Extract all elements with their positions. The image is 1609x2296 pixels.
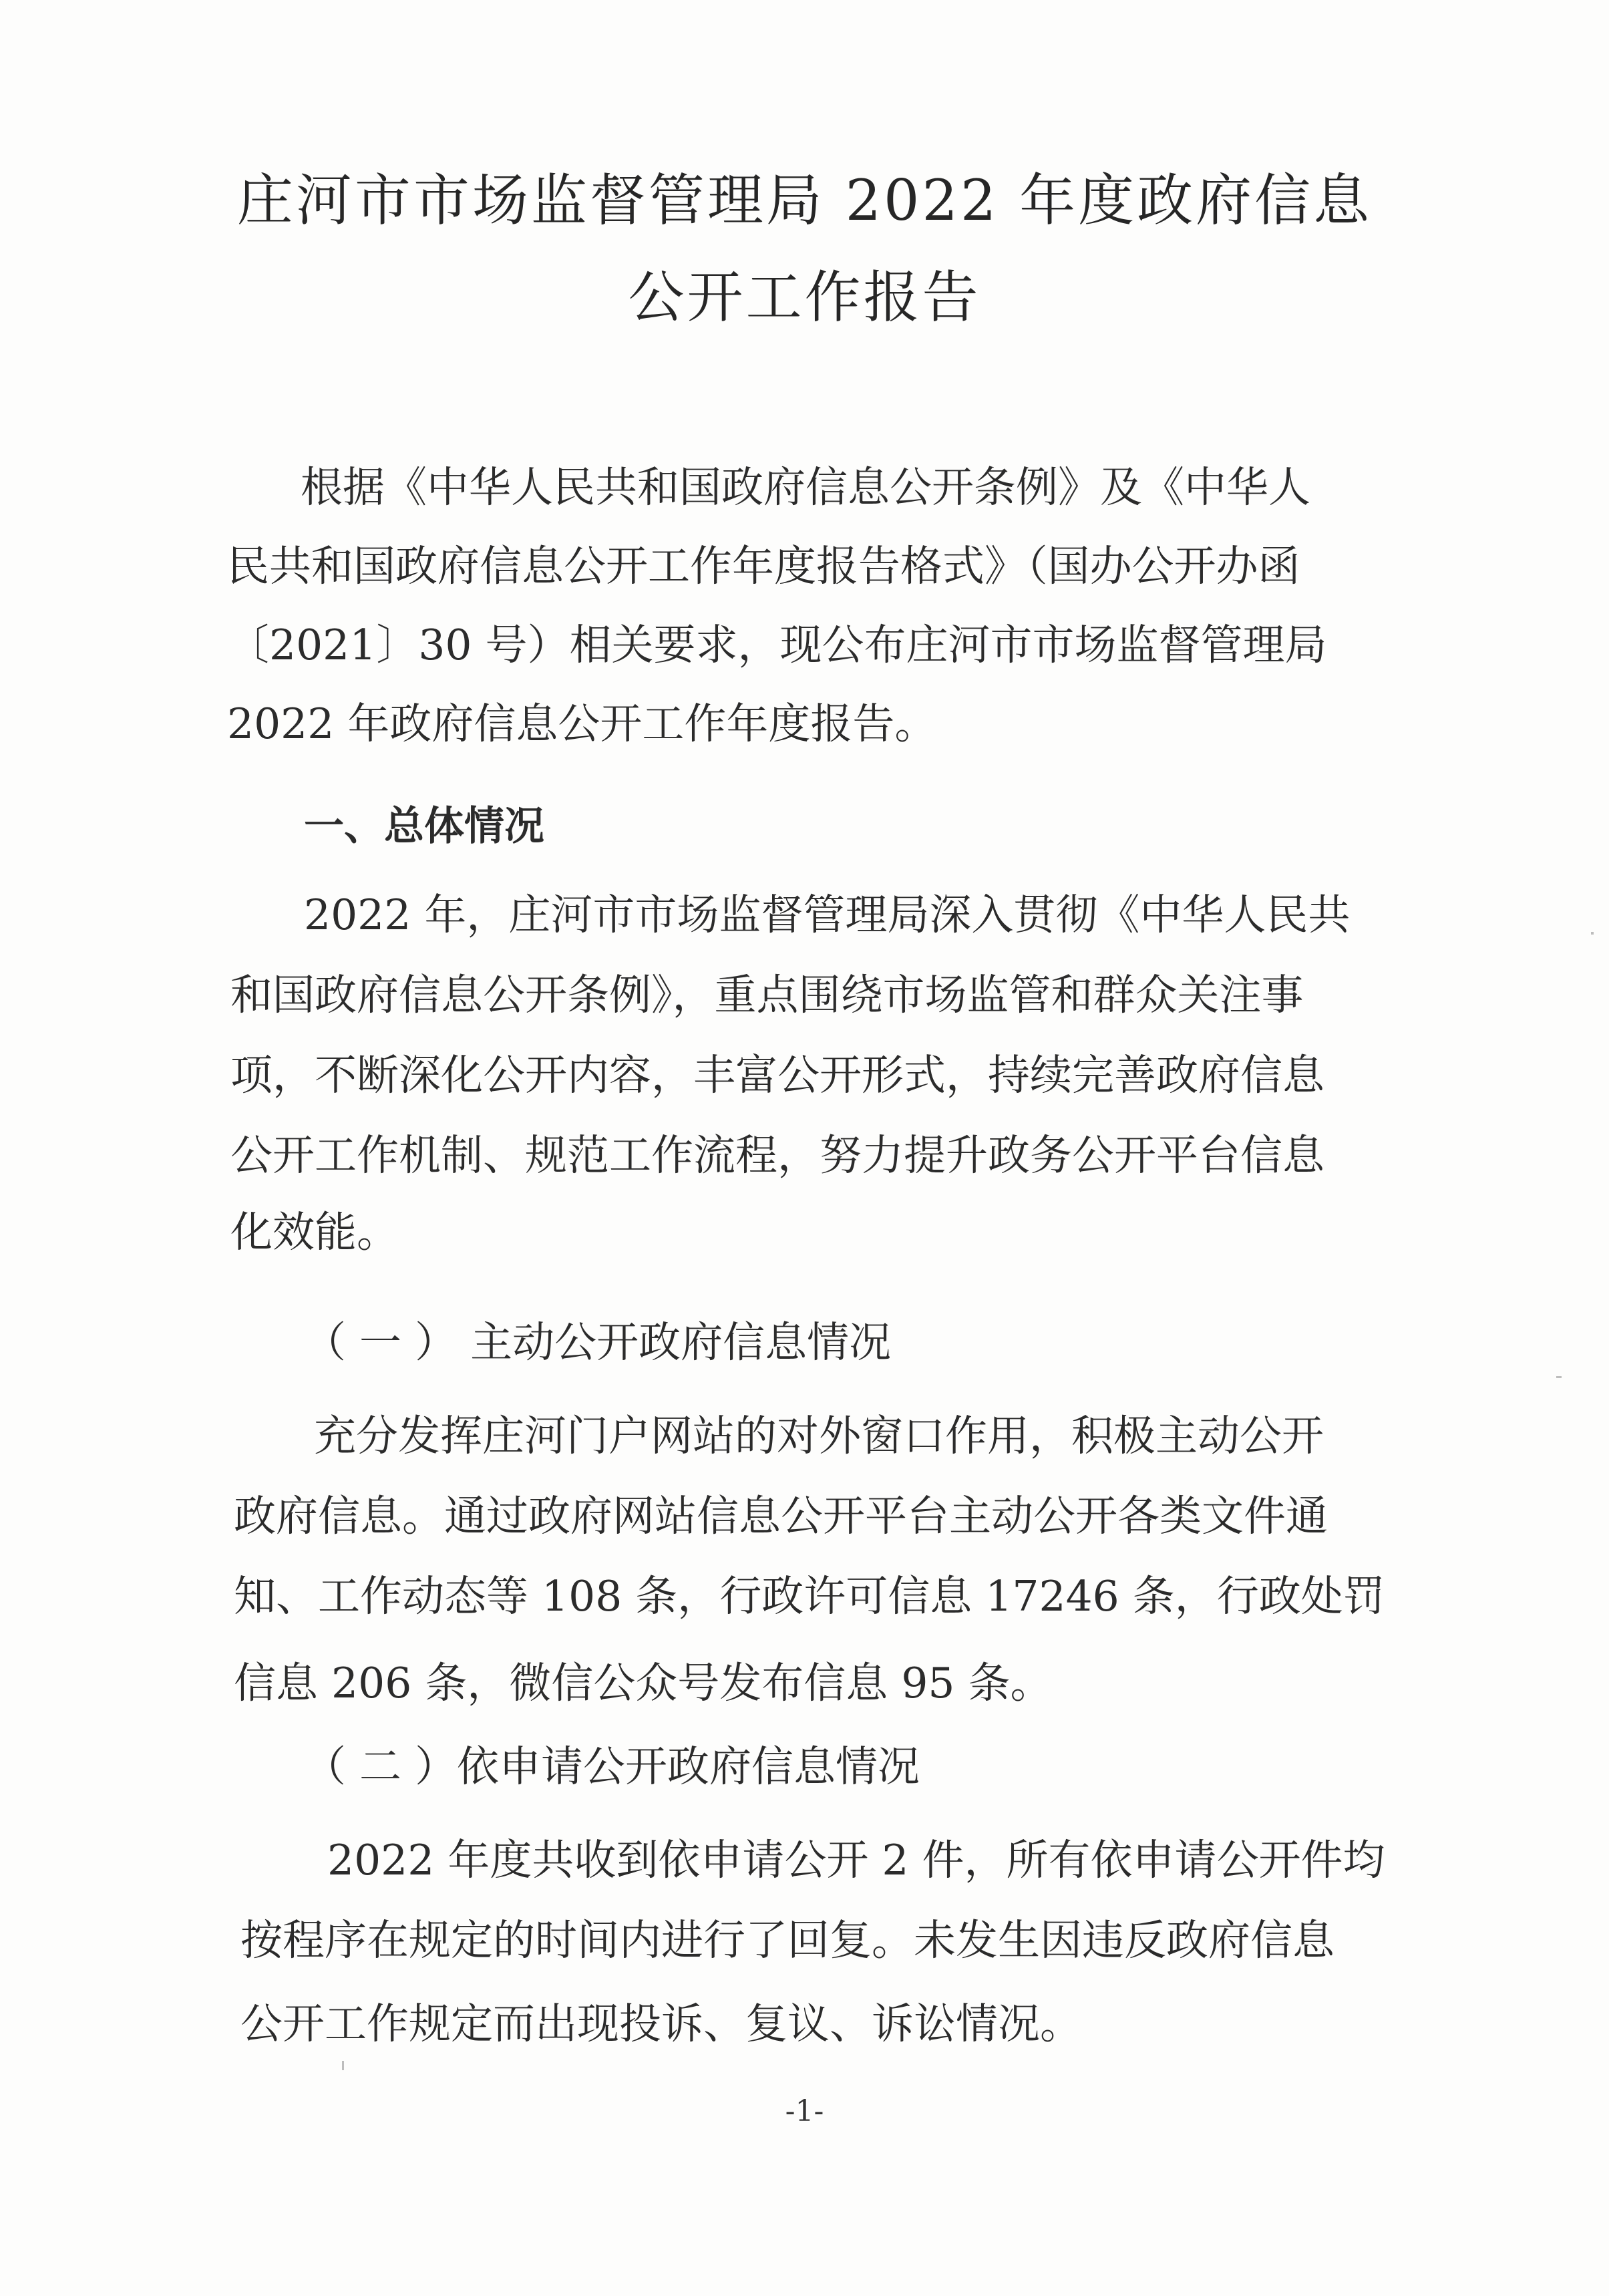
- section1-line: 公开工作机制、规范工作流程，努力提升政务公开平台信息: [230, 1131, 1324, 1180]
- section1-line: 项，不断深化公开内容，丰富公开形式，持续完善政府信息: [230, 1051, 1324, 1100]
- title-line-1: 庄河市市场监督管理局 2022 年度政府信息: [236, 168, 1373, 233]
- scan-speck: [342, 2061, 344, 2070]
- subsection2-line: 2022 年度共收到依申请公开 2 件，所有依申请公开件均: [327, 1836, 1385, 1884]
- section1-line: 和国政府信息公开条例》，重点围绕市场监管和群众关注事: [230, 971, 1304, 1019]
- intro-line: 〔2021〕30 号）相关要求，现公布庄河市市场监督管理局: [227, 621, 1327, 669]
- section-heading: 一、总体情况: [304, 803, 544, 850]
- scan-speck: [1591, 932, 1594, 935]
- subsection2-line: 公开工作规定而出现投诉、复议、诉讼情况。: [240, 1999, 1082, 2048]
- page-number: -1-: [785, 2094, 824, 2128]
- section1-line: 化效能。: [230, 1208, 399, 1257]
- subsection1-line: 充分发挥庄河门户网站的对外窗口作用，积极主动公开: [314, 1412, 1324, 1460]
- title-line-2: 公开工作报告: [628, 265, 981, 330]
- subsection1-line: 政府信息。通过政府网站信息公开平台主动公开各类文件通: [234, 1492, 1328, 1540]
- intro-line: 民共和国政府信息公开工作年度报告格式》（国办公开办函: [227, 542, 1300, 591]
- subsection-heading: （ 一 ） 主动公开政府信息情况: [304, 1318, 892, 1367]
- section1-line: 2022 年，庄河市市场监督管理局深入贯彻《中华人民共: [304, 890, 1351, 939]
- scan-speck: [1556, 1376, 1562, 1378]
- intro-line: 2022 年政府信息公开工作年度报告。: [227, 699, 937, 748]
- subsection2-line: 按程序在规定的时间内进行了回复。未发生因违反政府信息: [240, 1916, 1334, 1965]
- intro-line: 根据《中华人民共和国政府信息公开条例》及《中华人: [301, 463, 1310, 512]
- subsection1-line: 知、工作动态等 108 条，行政许可信息 17246 条，行政处罚: [234, 1572, 1385, 1621]
- subsection-heading: （ 二 ）依申请公开政府信息情况: [304, 1742, 920, 1791]
- subsection1-line: 信息 206 条，微信公众号发布信息 95 条。: [234, 1659, 1053, 1707]
